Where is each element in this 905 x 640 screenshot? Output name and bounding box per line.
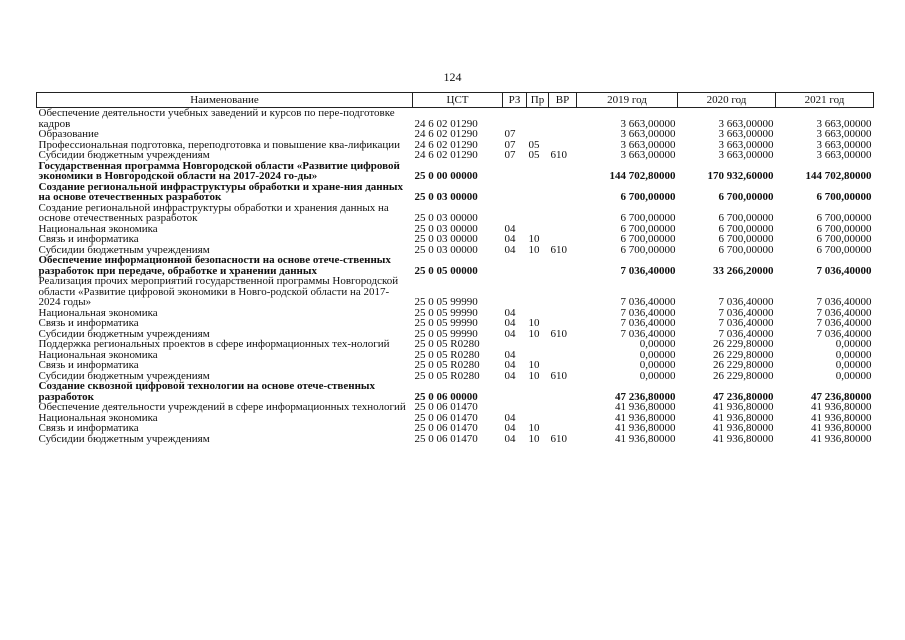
row-rz: 04 [504, 233, 516, 245]
row-name: Субсидии бюджетным учреждениям [38, 243, 210, 256]
table-row [37, 108, 874, 130]
row-vr: 610 [550, 327, 567, 340]
row-cst: 25 0 03 00000 [414, 233, 478, 245]
row-vr [549, 203, 577, 224]
row-cst: 25 0 03 00000 [414, 243, 478, 256]
row-cst: 25 0 06 01470 [414, 401, 478, 413]
row-vr [549, 402, 577, 413]
row-2021-value: 41 936,80000 [811, 411, 872, 424]
row-2021-value: 7 036,40000 [816, 296, 872, 308]
row-2021-value: 6 700,00000 [816, 191, 872, 203]
row-vr [549, 234, 577, 245]
row-name: Государственная программа Новгородской области «Развитие цифровой экономики в Новгородской области на 2017-2024 го-ды» [38, 159, 400, 182]
row-2020-value: 6 700,00000 [718, 212, 774, 224]
table-row [37, 203, 874, 224]
row-2020-value: 6 700,00000 [718, 243, 774, 256]
row-2020-value: 26 229,80000 [713, 369, 774, 382]
row-rz: 07 [504, 128, 516, 140]
row-rz [503, 182, 527, 203]
row-2021-value: 0,00000 [835, 338, 872, 350]
row-rz [503, 276, 527, 308]
row-pr: 10 [528, 432, 540, 445]
row-2019-value: 6 700,00000 [620, 243, 676, 256]
header-2019: 2019 год [577, 93, 678, 108]
row-vr: 610 [550, 432, 567, 445]
row-vr [549, 381, 577, 402]
row-pr [527, 182, 549, 203]
row-name: Обеспечение деятельности учебных заведений и курсов по пере-подготовке кадров [38, 107, 395, 130]
row-cst: 25 0 05 R0280 [414, 348, 480, 361]
table-body [37, 108, 874, 445]
row-2021-value: 7 036,40000 [816, 306, 872, 319]
row-cst: 25 0 05 99990 [414, 317, 478, 329]
row-vr [549, 255, 577, 276]
row-cst: 25 0 06 00000 [414, 390, 478, 403]
row-name: Обеспечение деятельности учреждений в сфере информационных технологий [38, 401, 406, 413]
row-cst: 25 0 05 R0280 [414, 369, 480, 382]
row-2019-value: 41 936,80000 [615, 432, 676, 445]
row-2019-value: 6 700,00000 [620, 212, 676, 224]
row-rz [503, 108, 527, 130]
row-rz [503, 381, 527, 402]
row-2020-value: 7 036,40000 [718, 317, 774, 329]
row-name: Субсидии бюджетным учреждениям [38, 369, 210, 382]
row-rz [503, 161, 527, 182]
row-2019-value: 3 663,00000 [620, 117, 676, 130]
row-2019-value: 144 702,80000 [609, 170, 676, 182]
row-rz [503, 339, 527, 350]
row-cst: 25 0 05 99990 [414, 296, 478, 308]
row-2019-value: 3 663,00000 [620, 149, 676, 161]
row-2019-value: 0,00000 [639, 338, 676, 350]
table-row [37, 150, 874, 161]
row-vr [549, 360, 577, 371]
row-2019-value: 6 700,00000 [620, 191, 676, 203]
row-2020-value: 6 700,00000 [718, 191, 774, 203]
row-name: Обеспечение информационной безопасности на основе отече-ственных разработок при передаче, обработке и хранении данных [38, 254, 391, 277]
row-pr: 10 [528, 233, 540, 245]
table-row [37, 161, 874, 182]
row-name: Создание сквозной цифровой технологии на основе отече-ственных разработок [38, 380, 375, 403]
row-vr [549, 423, 577, 434]
row-rz: 04 [504, 359, 516, 371]
row-rz: 04 [504, 369, 516, 382]
row-2021-value: 3 663,00000 [816, 149, 872, 161]
row-2020-value: 3 663,00000 [718, 138, 774, 151]
row-name: Создание региональной инфраструктуры обработки и хране-ния данных на основе отечественных разработок [38, 180, 404, 203]
row-cst: 25 0 05 99990 [414, 306, 478, 319]
row-2020-value: 26 229,80000 [713, 359, 774, 371]
row-2020-value: 6 700,00000 [718, 222, 774, 235]
row-rz [503, 203, 527, 224]
row-2020-value: 26 229,80000 [713, 348, 774, 361]
row-pr [527, 276, 549, 308]
row-2021-value: 7 036,40000 [816, 327, 872, 340]
table-row [37, 402, 874, 413]
row-cst: 25 0 05 R0280 [414, 338, 480, 350]
row-2019-value: 0,00000 [639, 369, 676, 382]
row-2021-value: 6 700,00000 [816, 222, 872, 235]
row-vr [549, 276, 577, 308]
row-vr [549, 161, 577, 182]
row-cst: 24 6 02 01290 [414, 117, 478, 130]
row-2019-value: 7 036,40000 [620, 264, 676, 277]
row-2020-value: 41 936,80000 [713, 401, 774, 413]
row-name: Национальная экономика [38, 222, 158, 235]
row-rz [503, 402, 527, 413]
row-pr: 05 [528, 138, 540, 151]
row-2021-value: 0,00000 [835, 359, 872, 371]
row-pr: 10 [528, 422, 540, 434]
header-vr: ВР [549, 93, 577, 108]
row-cst: 25 0 06 01470 [414, 411, 478, 424]
row-rz: 07 [504, 138, 516, 151]
row-pr: 10 [528, 359, 540, 371]
row-cst: 25 0 05 R0280 [414, 359, 480, 371]
row-rz: 04 [504, 222, 516, 235]
row-2021-value: 7 036,40000 [816, 264, 872, 277]
row-2021-value: 0,00000 [835, 369, 872, 382]
row-rz: 04 [504, 243, 516, 256]
row-2021-value: 7 036,40000 [816, 317, 872, 329]
row-pr: 10 [528, 369, 540, 382]
row-cst: 25 0 06 01470 [414, 422, 478, 434]
row-rz [503, 255, 527, 276]
row-cst: 25 0 05 00000 [414, 264, 478, 277]
header-name: Наименование [37, 93, 413, 108]
table-row [37, 234, 874, 245]
row-cst: 25 0 06 01470 [414, 432, 478, 445]
row-vr [549, 182, 577, 203]
row-cst: 25 0 03 00000 [414, 222, 478, 235]
row-pr [527, 108, 549, 130]
budget-table [36, 92, 874, 444]
row-name: Связь и информатика [38, 233, 139, 245]
row-2021-value: 41 936,80000 [811, 432, 872, 445]
row-name: Образование [38, 128, 99, 140]
row-rz: 07 [504, 149, 516, 161]
row-pr: 10 [528, 317, 540, 329]
table-row [37, 255, 874, 276]
row-rz: 04 [504, 317, 516, 329]
row-2020-value: 47 236,80000 [713, 390, 774, 403]
row-cst: 24 6 02 01290 [414, 138, 478, 151]
row-2020-value: 7 036,40000 [718, 306, 774, 319]
header-2020: 2020 год [678, 93, 776, 108]
row-pr [527, 402, 549, 413]
row-2020-value: 3 663,00000 [718, 117, 774, 130]
row-cst: 24 6 02 01290 [414, 128, 478, 140]
row-2021-value: 3 663,00000 [816, 117, 872, 130]
row-cst: 25 0 03 00000 [414, 191, 478, 203]
row-name: Поддержка региональных проектов в сфере информационных тех-нологий [38, 338, 390, 350]
row-2020-value: 26 229,80000 [713, 338, 774, 350]
table-header-row [37, 93, 874, 108]
row-2021-value: 3 663,00000 [816, 128, 872, 140]
row-cst: 24 6 02 01290 [414, 149, 478, 161]
row-2020-value: 41 936,80000 [713, 411, 774, 424]
row-2021-value: 6 700,00000 [816, 233, 872, 245]
table-row [37, 423, 874, 434]
row-rz: 04 [504, 348, 516, 361]
row-name: Связь и информатика [38, 317, 139, 329]
row-2019-value: 41 936,80000 [615, 411, 676, 424]
row-pr [527, 161, 549, 182]
row-vr [549, 339, 577, 350]
row-2021-value: 41 936,80000 [811, 422, 872, 434]
row-2021-value: 3 663,00000 [816, 138, 872, 151]
row-2020-value: 33 266,20000 [713, 264, 774, 277]
row-name: Субсидии бюджетным учреждениям [38, 149, 210, 161]
row-pr: 10 [528, 243, 540, 256]
row-vr [549, 129, 577, 140]
row-2021-value: 47 236,80000 [811, 390, 872, 403]
row-pr [527, 129, 549, 140]
row-2019-value: 7 036,40000 [620, 306, 676, 319]
row-rz: 04 [504, 411, 516, 424]
table-row [37, 129, 874, 140]
row-pr: 10 [528, 327, 540, 340]
row-2020-value: 3 663,00000 [718, 128, 774, 140]
table-row [37, 318, 874, 329]
row-2019-value: 41 936,80000 [615, 422, 676, 434]
table-row [37, 434, 874, 445]
row-2020-value: 6 700,00000 [718, 233, 774, 245]
row-vr [549, 413, 577, 424]
row-pr [527, 255, 549, 276]
row-2021-value: 0,00000 [835, 348, 872, 361]
page-number: 124 [443, 70, 462, 84]
row-2021-value: 144 702,80000 [805, 170, 872, 182]
row-pr [527, 339, 549, 350]
row-name: Реализация прочих мероприятий государственной программы Новгородской области «Развитие цифровой экономики в Новго-родской области на 2017-2024 годы» [38, 275, 399, 308]
header-pr: Пр [527, 93, 549, 108]
row-vr: 610 [550, 243, 567, 256]
row-2019-value: 7 036,40000 [620, 327, 676, 340]
row-2021-value: 6 700,00000 [816, 212, 872, 224]
row-rz: 04 [504, 432, 516, 445]
row-pr: 05 [528, 149, 540, 161]
row-pr [527, 381, 549, 402]
row-pr [527, 203, 549, 224]
row-2019-value: 41 936,80000 [615, 401, 676, 413]
row-2020-value: 170 932,60000 [707, 170, 774, 182]
row-name: Связь и информатика [38, 359, 139, 371]
row-2019-value: 6 700,00000 [620, 222, 676, 235]
row-rz: 04 [504, 422, 516, 434]
row-2020-value: 3 663,00000 [718, 149, 774, 161]
row-name: Создание региональной инфраструктуры обработки и хранения данных на основе отечественных разработок [38, 201, 389, 224]
row-cst: 25 0 03 00000 [414, 212, 478, 224]
table-row [37, 182, 874, 203]
row-vr: 610 [550, 149, 567, 161]
row-vr [549, 308, 577, 319]
row-2021-value: 41 936,80000 [811, 401, 872, 413]
table-row [37, 381, 874, 402]
table-row [37, 276, 874, 308]
row-2019-value: 47 236,80000 [615, 390, 676, 403]
row-2019-value: 3 663,00000 [620, 138, 676, 151]
row-name: Профессиональная подготовка, переподготовка и повышение ква-лификации [38, 138, 400, 151]
table-row [37, 360, 874, 371]
row-2020-value: 7 036,40000 [718, 296, 774, 308]
row-2020-value: 7 036,40000 [718, 327, 774, 340]
header-cst: ЦСТ [413, 93, 503, 108]
row-name: Национальная экономика [38, 411, 158, 424]
row-rz: 04 [504, 327, 516, 340]
row-name: Национальная экономика [38, 306, 158, 319]
row-name: Субсидии бюджетным учреждениям [38, 432, 210, 445]
row-2020-value: 41 936,80000 [713, 432, 774, 445]
row-2019-value: 3 663,00000 [620, 128, 676, 140]
row-cst: 25 0 00 00000 [414, 170, 478, 182]
row-vr: 610 [550, 369, 567, 382]
row-name: Национальная экономика [38, 348, 158, 361]
row-name: Связь и информатика [38, 422, 139, 434]
row-vr [549, 350, 577, 361]
header-2021: 2021 год [776, 93, 874, 108]
row-vr [549, 224, 577, 235]
row-vr [549, 108, 577, 130]
header-rz: РЗ [503, 93, 527, 108]
row-cst: 25 0 05 99990 [414, 327, 478, 340]
row-name: Субсидии бюджетным учреждениям [38, 327, 210, 340]
row-vr [549, 318, 577, 329]
row-2019-value: 6 700,00000 [620, 233, 676, 245]
row-2021-value: 6 700,00000 [816, 243, 872, 256]
row-2020-value: 41 936,80000 [713, 422, 774, 434]
row-rz: 04 [504, 306, 516, 319]
row-2019-value: 0,00000 [639, 359, 676, 371]
row-2019-value: 7 036,40000 [620, 296, 676, 308]
row-2019-value: 0,00000 [639, 348, 676, 361]
table-row [37, 339, 874, 350]
row-2019-value: 7 036,40000 [620, 317, 676, 329]
